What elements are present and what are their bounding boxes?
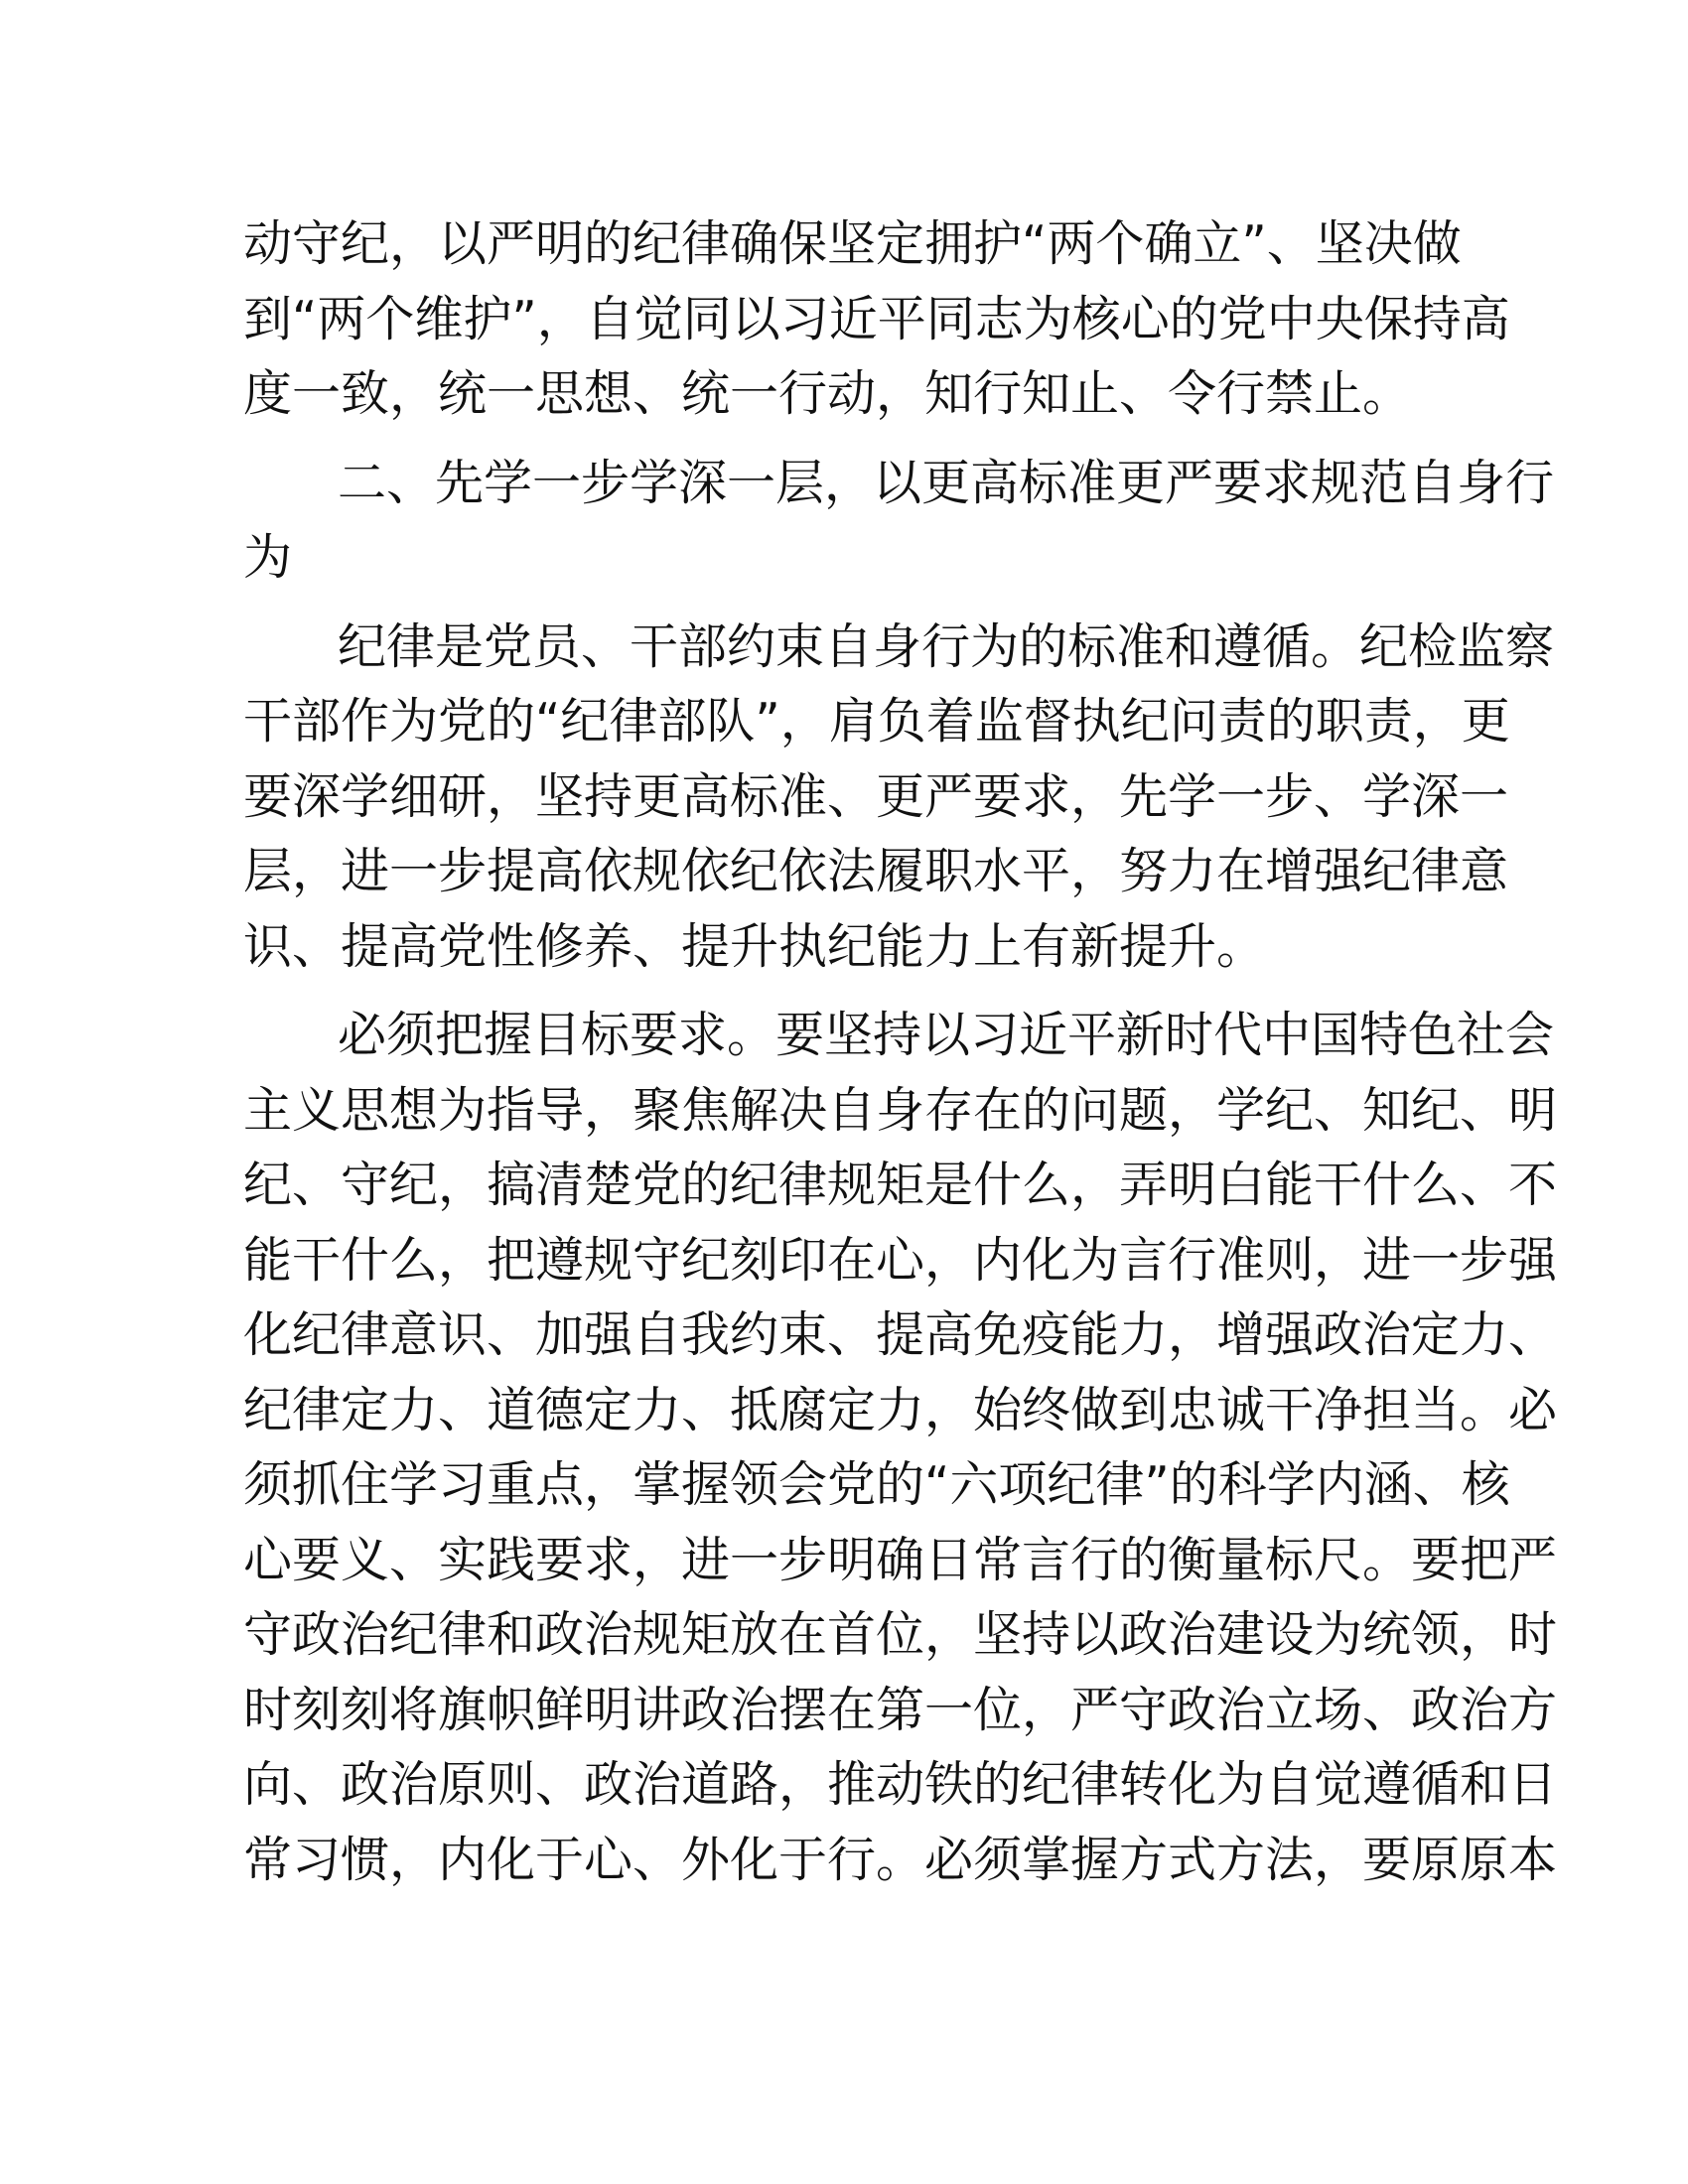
document-body (243, 206, 1558, 1897)
paragraph-line: 守政治纪律和政治规矩放在首位，坚持以政治建设为统领，时 (243, 1606, 1558, 1663)
paragraph-line: 识、提高党性修养、提升执纪能力上有新提升。 (243, 917, 1266, 975)
paragraph-line: 时刻刻将旗帜鲜明讲政治摆在第一位，严守政治立场、政治方 (243, 1681, 1558, 1738)
paragraph-gap (243, 984, 1450, 998)
paragraph-line: 到“两个维护”，自觉同以习近平同志为核心的党中央保持高 (243, 290, 1510, 347)
paragraph-line: 化纪律意识、加强自我约束、提高免疫能力，增强政治定力、 (243, 1306, 1558, 1363)
section-heading (243, 446, 1555, 596)
paragraph-line: 须抓住学习重点，掌握领会党的“六项纪律”的科学内涵、核 (243, 1456, 1510, 1513)
paragraph-gap (243, 432, 1450, 446)
paragraph-line: 度一致，统一思想、统一行动，知行知止、令行禁止。 (243, 365, 1412, 422)
paragraph-line: 能干什么，把遵规守纪刻印在心，内化为言行准则，进一步强 (243, 1231, 1558, 1289)
paragraph-line: 层，进一步提高依规依纪依法履职水平，努力在增强纪律意 (243, 843, 1509, 899)
paragraph-gap (243, 596, 1450, 610)
paragraph-line: 要深学细研，坚持更高标准、更严要求，先学一步、学深一 (243, 767, 1509, 825)
paragraph-line: 必须把握目标要求。要坚持以习近平新时代中国特色社会 (338, 1007, 1555, 1063)
heading-line: 二、先学一步学深一层，以更高标准更严要求规范自身行 (338, 454, 1555, 511)
paragraph-line: 常习惯，内化于心、外化于行。必须掌握方式方法，要原原本 (243, 1831, 1558, 1888)
paragraph-line: 干部作为党的“纪律部队”，肩负着监督执纪问责的职责，更 (243, 693, 1510, 750)
paragraph-line: 纪、守纪，搞清楚党的纪律规矩是什么，弄明白能干什么、不 (243, 1157, 1558, 1213)
paragraph-line: 纪律是党员、干部约束自身行为的标准和遵循。纪检监察 (338, 617, 1555, 675)
paragraph-line: 纪律定力、道德定力、抵腐定力，始终做到忠诚干净担当。必 (243, 1381, 1558, 1438)
heading-line: 为 (243, 529, 293, 586)
paragraph-line: 向、政治原则、政治道路，推动铁的纪律转化为自觉遵循和日 (243, 1756, 1558, 1813)
paragraph-line: 主义思想为指导，聚焦解决自身存在的问题，学纪、知纪、明 (243, 1081, 1558, 1139)
paragraph-line: 心要义、实践要求，进一步明确日常言行的衡量标尺。要把严 (243, 1531, 1558, 1588)
paragraph-3 (243, 998, 1558, 1897)
paragraph-1 (243, 206, 1510, 432)
paragraph-line: 动守纪，以严明的纪律确保坚定拥护“两个确立”、坚决做 (243, 215, 1462, 272)
paragraph-2 (243, 610, 1555, 985)
